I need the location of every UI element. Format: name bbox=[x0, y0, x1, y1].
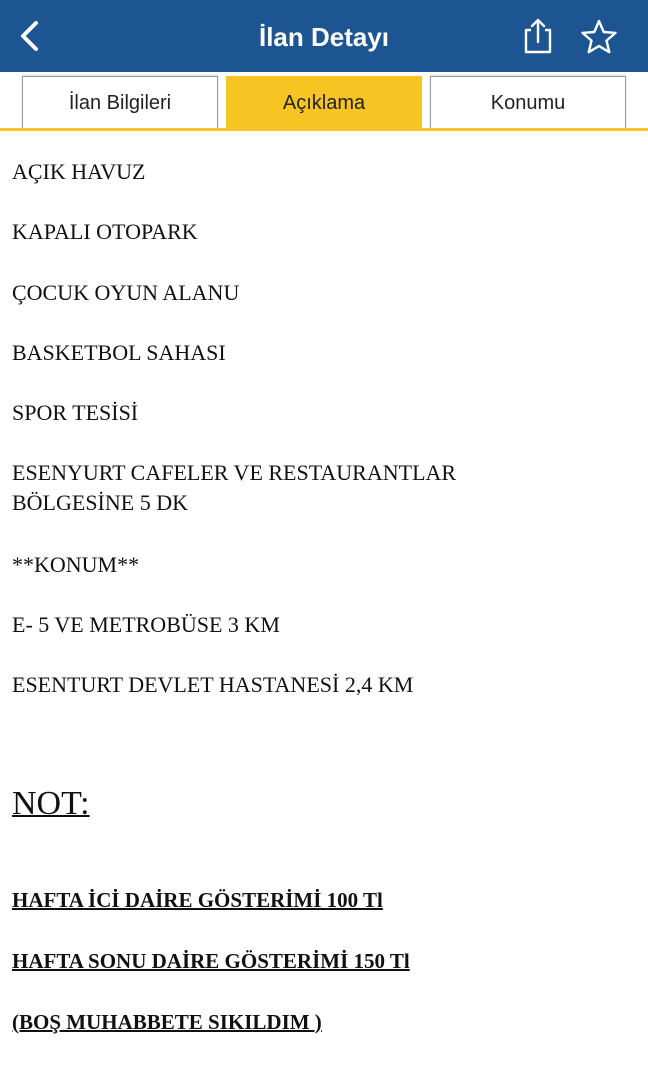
note-line: HAFTA SONU DAİRE GÖSTERİMİ 150 Tl bbox=[12, 949, 410, 973]
description-line: ESENTURT DEVLET HASTANESİ 2,4 KM bbox=[12, 672, 414, 697]
tab-ilan-bilgileri[interactable]: İlan Bilgileri bbox=[22, 76, 218, 128]
description-line: BÖLGESİNE 5 DK bbox=[12, 490, 188, 515]
share-button[interactable] bbox=[522, 16, 554, 56]
share-icon bbox=[522, 16, 554, 56]
description-line: BASKETBOL SAHASI bbox=[12, 340, 226, 365]
navigation-bar bbox=[0, 0, 648, 72]
tab-bar bbox=[0, 72, 648, 131]
tab-aciklama[interactable]: Açıklama bbox=[226, 76, 422, 128]
note-heading: NOT: bbox=[12, 785, 90, 822]
description-line: ESENYURT CAFELER VE RESTAURANTLAR bbox=[12, 460, 457, 485]
favorite-button[interactable] bbox=[580, 18, 618, 56]
description-line: **KONUM** bbox=[12, 552, 140, 577]
star-outline-icon bbox=[580, 18, 618, 56]
note-line: HAFTA İCİ DAİRE GÖSTERİMİ 100 Tl bbox=[12, 888, 383, 912]
description-line: E- 5 VE METROBÜSE 3 KM bbox=[12, 612, 280, 637]
page-title: İlan Detayı bbox=[258, 22, 390, 52]
description-line: AÇIK HAVUZ bbox=[12, 159, 146, 184]
note-line: (BOŞ MUHABBETE SIKILDIM ) bbox=[12, 1010, 322, 1034]
description-line: KAPALI OTOPARK bbox=[12, 219, 198, 244]
tab-konumu[interactable]: Konumu bbox=[430, 76, 626, 128]
description-line: ÇOCUK OYUN ALANU bbox=[12, 280, 240, 305]
description-line: SPOR TESİSİ bbox=[12, 400, 139, 425]
